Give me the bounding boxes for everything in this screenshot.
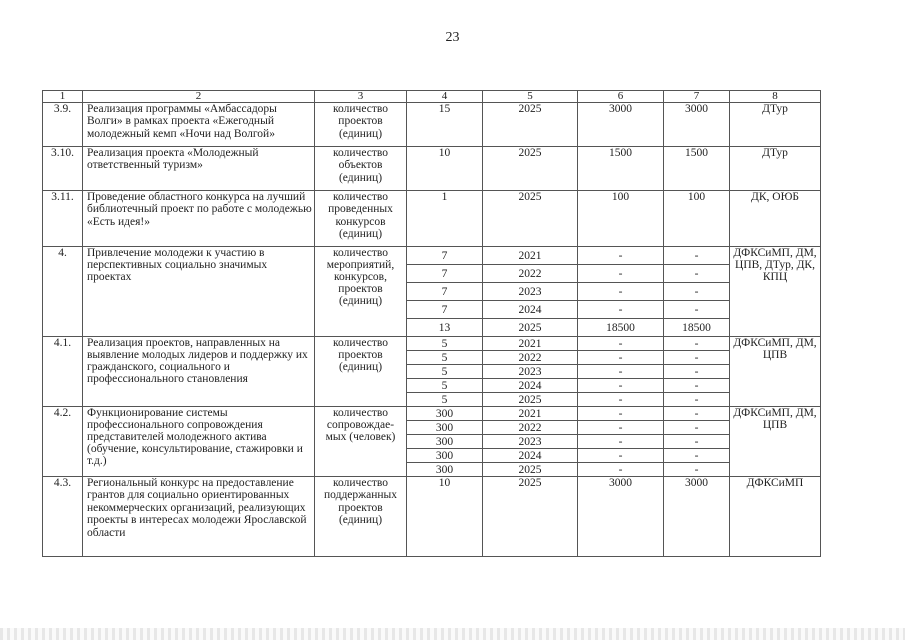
row-year: 2021 xyxy=(483,337,578,351)
row-value: 10 xyxy=(407,147,483,191)
row-fund-total: - xyxy=(578,351,664,365)
row-fund-regional: 100 xyxy=(664,191,730,247)
row-name: Реализация проектов, направленных на выявление молодых лидеров и поддержку их гражданского, социального и профессионального становления xyxy=(83,337,315,407)
scan-noise xyxy=(0,628,905,640)
row-value: 5 xyxy=(407,379,483,393)
row-fund-regional: - xyxy=(664,421,730,435)
row-value: 300 xyxy=(407,449,483,463)
row-fund-regional: - xyxy=(664,393,730,407)
row-executor: ДТур xyxy=(730,147,821,191)
row-indicator: количество поддержанных проектов (единиц) xyxy=(315,477,407,557)
row-fund-regional: 3000 xyxy=(664,103,730,147)
row-fund-regional: - xyxy=(664,463,730,477)
row-year: 2025 xyxy=(483,477,578,557)
row-name: Региональный конкурс на предоставление грантов для социально ориентированных некоммерческих организаций, реализующих проекты в интересах молодежи Ярославской области xyxy=(83,477,315,557)
row-value: 15 xyxy=(407,103,483,147)
row-executor: ДФКСиМП, ДМ, ЦПВ xyxy=(730,407,821,477)
row-indicator: количество проектов (единиц) xyxy=(315,103,407,147)
row-year: 2025 xyxy=(483,191,578,247)
header-cell: 3 xyxy=(315,91,407,103)
header-cell: 1 xyxy=(43,91,83,103)
row-number: 3.10. xyxy=(43,147,83,191)
row-fund-regional: - xyxy=(664,301,730,319)
header-cell: 6 xyxy=(578,91,664,103)
row-value: 10 xyxy=(407,477,483,557)
row-fund-total: 1500 xyxy=(578,147,664,191)
row-value: 7 xyxy=(407,265,483,283)
header-cell: 7 xyxy=(664,91,730,103)
table-row xyxy=(43,247,821,265)
row-name: Реализация программы «Амбассадоры Волги» в рамках проекта «Ежегодный молодежный кемп «Ночи над Волгой» xyxy=(83,103,315,147)
row-fund-regional: - xyxy=(664,379,730,393)
row-indicator: количество сопровождае-мых (человек) xyxy=(315,407,407,477)
program-table xyxy=(42,90,821,557)
row-fund-regional: 1500 xyxy=(664,147,730,191)
row-value: 7 xyxy=(407,283,483,301)
row-fund-total: - xyxy=(578,421,664,435)
row-indicator: количество проведенных конкурсов (единиц) xyxy=(315,191,407,247)
row-year: 2021 xyxy=(483,247,578,265)
row-fund-total: - xyxy=(578,247,664,265)
row-fund-regional: - xyxy=(664,337,730,351)
row-fund-total: - xyxy=(578,449,664,463)
header-cell: 5 xyxy=(483,91,578,103)
row-executor: ДФКСиМП xyxy=(730,477,821,557)
row-indicator: количество проектов (единиц) xyxy=(315,337,407,407)
row-value: 1 xyxy=(407,191,483,247)
header-cell: 4 xyxy=(407,91,483,103)
row-year: 2025 xyxy=(483,147,578,191)
row-fund-regional: - xyxy=(664,351,730,365)
row-year: 2022 xyxy=(483,421,578,435)
row-fund-total: - xyxy=(578,365,664,379)
row-number: 4. xyxy=(43,247,83,337)
header-row xyxy=(43,91,821,103)
row-fund-regional: - xyxy=(664,265,730,283)
row-fund-total: 3000 xyxy=(578,103,664,147)
table-row xyxy=(43,191,821,247)
row-year: 2023 xyxy=(483,283,578,301)
row-fund-regional: - xyxy=(664,247,730,265)
row-fund-regional: - xyxy=(664,435,730,449)
row-year: 2023 xyxy=(483,435,578,449)
page-number: 23 xyxy=(445,30,460,45)
row-fund-regional: 3000 xyxy=(664,477,730,557)
row-number: 4.3. xyxy=(43,477,83,557)
row-year: 2024 xyxy=(483,379,578,393)
row-year: 2021 xyxy=(483,407,578,421)
row-value: 300 xyxy=(407,435,483,449)
row-executor: ДФКСиМП, ДМ, ЦПВ, ДТур, ДК, КПЦ xyxy=(730,247,821,337)
row-indicator: количество мероприятий, конкурсов, проектов (единиц) xyxy=(315,247,407,337)
row-fund-total: - xyxy=(578,265,664,283)
row-name: Проведение областного конкурса на лучший библиотечный проект по работе с молодежью «Есть идея!» xyxy=(83,191,315,247)
row-year: 2024 xyxy=(483,449,578,463)
row-executor: ДФКСиМП, ДМ, ЦПВ xyxy=(730,337,821,407)
row-fund-regional: 18500 xyxy=(664,319,730,337)
row-year: 2023 xyxy=(483,365,578,379)
row-executor: ДК, ОЮБ xyxy=(730,191,821,247)
row-value: 13 xyxy=(407,319,483,337)
table-row xyxy=(43,103,821,147)
row-year: 2024 xyxy=(483,301,578,319)
row-fund-total: - xyxy=(578,393,664,407)
row-value: 7 xyxy=(407,301,483,319)
row-fund-total: 100 xyxy=(578,191,664,247)
row-value: 5 xyxy=(407,351,483,365)
row-name: Привлечение молодежи к участию в перспективных социально значимых проектах xyxy=(83,247,315,337)
row-value: 300 xyxy=(407,463,483,477)
row-year: 2022 xyxy=(483,265,578,283)
row-number: 4.1. xyxy=(43,337,83,407)
row-fund-total: - xyxy=(578,407,664,421)
row-value: 5 xyxy=(407,393,483,407)
row-fund-total: - xyxy=(578,435,664,449)
row-fund-total: - xyxy=(578,283,664,301)
row-value: 7 xyxy=(407,247,483,265)
row-value: 5 xyxy=(407,365,483,379)
row-fund-total: - xyxy=(578,379,664,393)
row-number: 3.11. xyxy=(43,191,83,247)
row-fund-regional: - xyxy=(664,449,730,463)
row-fund-regional: - xyxy=(664,283,730,301)
table-row xyxy=(43,147,821,191)
row-year: 2025 xyxy=(483,103,578,147)
row-number: 4.2. xyxy=(43,407,83,477)
table-row xyxy=(43,337,821,351)
row-year: 2025 xyxy=(483,463,578,477)
row-name: Реализация проекта «Молодежный ответственный туризм» xyxy=(83,147,315,191)
row-number: 3.9. xyxy=(43,103,83,147)
row-fund-total: 18500 xyxy=(578,319,664,337)
row-value: 5 xyxy=(407,337,483,351)
row-executor: ДТур xyxy=(730,103,821,147)
header-cell: 8 xyxy=(730,91,821,103)
row-indicator: количество объектов (единиц) xyxy=(315,147,407,191)
row-fund-total: 3000 xyxy=(578,477,664,557)
table-row xyxy=(43,477,821,557)
table-row xyxy=(43,407,821,421)
row-year: 2025 xyxy=(483,319,578,337)
row-fund-regional: - xyxy=(664,365,730,379)
header-cell: 2 xyxy=(83,91,315,103)
row-year: 2022 xyxy=(483,351,578,365)
row-fund-total: - xyxy=(578,463,664,477)
row-value: 300 xyxy=(407,407,483,421)
row-name: Функционирование системы профессионального сопровождения представителей молодежного актива (обучение, консультирование, стажировки и т.д.) xyxy=(83,407,315,477)
row-value: 300 xyxy=(407,421,483,435)
row-year: 2025 xyxy=(483,393,578,407)
row-fund-regional: - xyxy=(664,407,730,421)
row-fund-total: - xyxy=(578,301,664,319)
row-fund-total: - xyxy=(578,337,664,351)
